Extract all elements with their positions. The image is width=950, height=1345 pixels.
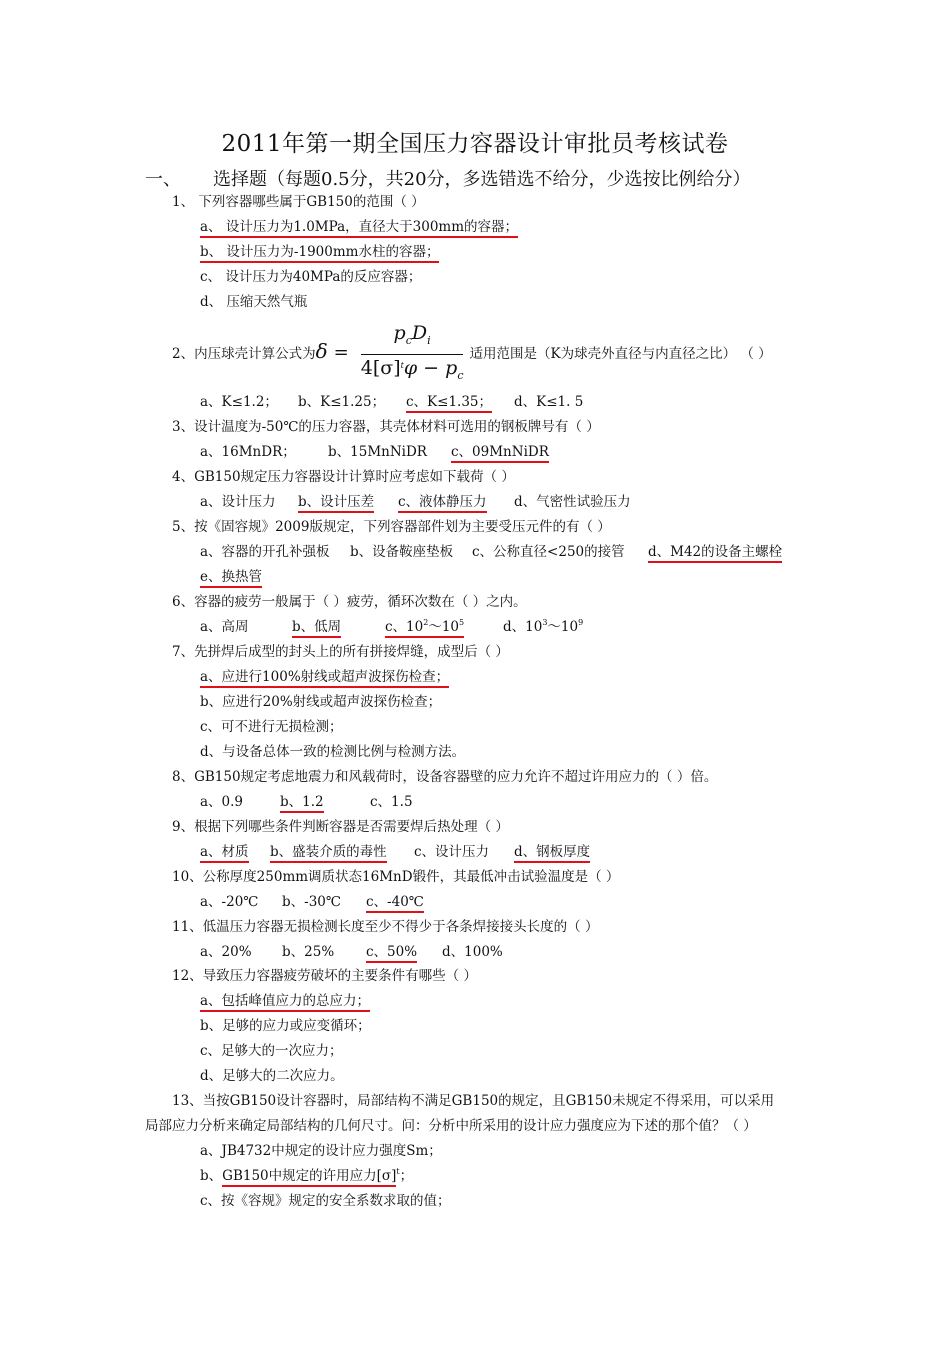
- answer-underline: c、09MnNiDR: [451, 444, 549, 463]
- q3-option-b: b、15MnNiDR: [328, 444, 427, 460]
- q1-option-b: [200, 243, 439, 261]
- answer-underline: a、包括峰值应力的总应力；: [200, 993, 370, 1012]
- exam-title: 2011年第一期全国压力容器设计审批员考核试卷: [221, 131, 729, 157]
- q13-option-a: a、JB4732中规定的设计应力强度Sm；: [200, 1143, 442, 1159]
- q7-option-a: [200, 668, 449, 686]
- answer-underline: b、盛装介质的毒性: [270, 844, 387, 863]
- answer-underline: c、液体静压力: [398, 494, 487, 513]
- formula-numerator: $p_cD_i$: [361, 322, 464, 355]
- q11-options: [200, 943, 503, 961]
- q12-option-c: c、足够大的一次应力；: [200, 1043, 343, 1059]
- q13-option-c: c、按《容规》规定的安全系数求取的值；: [200, 1193, 451, 1209]
- answer-underline: b、1.2: [280, 794, 324, 813]
- q2-option-b: b、K≤1.25；: [298, 394, 386, 410]
- q5-option-e: [200, 568, 262, 586]
- q7-option-d: d、与设备总体一致的检测比例与检测方法。: [200, 744, 466, 760]
- question-8: 8、GB150规定考虑地震力和风载荷时，设备容器壁的应力允许不超过许用应力的（ ）倍。: [172, 769, 718, 785]
- q11-option-b: b、25%: [282, 944, 335, 960]
- q12-option-a: [200, 992, 370, 1010]
- q13-option-b: b、GB150中规定的许用应力$[\sigma]^t$；: [200, 1167, 413, 1185]
- q3-option-a: a、16MnDR；: [200, 444, 296, 460]
- q8-option-c: c、1.5: [370, 794, 413, 810]
- q11-option-a: a、20%: [200, 944, 252, 960]
- answer-underline: GB150中规定的许用应力[σ]: [222, 1168, 396, 1187]
- q1-option-c: c、 设计压力为40MPa的反应容器；: [200, 269, 422, 285]
- q1-option-a: [200, 218, 518, 236]
- q2-option-d: d、K≤1. 5: [514, 394, 584, 410]
- question-10: 10、公称厚度250mm调质状态16MnD锻件，其最低冲击试验温度是（ ）: [172, 869, 620, 885]
- q4-option-a: a、设计压力: [200, 494, 276, 510]
- q2-stem-post: 适用范围是（K为球壳外直径与内直径之比） （ ）: [469, 345, 772, 362]
- question-12: 12、导致压力容器疲劳破坏的主要条件有哪些（ ）: [172, 968, 477, 984]
- answer-underline: b、设计压差: [298, 494, 374, 513]
- formula-fraction: [361, 322, 464, 387]
- answer-underline: d、M42的设备主螺栓: [648, 544, 782, 563]
- answer-underline: b、低周: [292, 619, 341, 638]
- q9-option-c: c、设计压力: [414, 844, 490, 860]
- q12-option-b: b、足够的应力或应变循环；: [200, 1018, 371, 1034]
- formula-denominator: $4[\sigma]^t\varphi - p_c$: [360, 356, 464, 382]
- q5-option-b: b、设备鞍座垫板: [350, 544, 454, 560]
- q6-options: [200, 618, 583, 636]
- q5-option-c: c、公称直径<250的接管: [472, 544, 625, 560]
- q8-options: [200, 793, 413, 811]
- question-5: 5、按《固容规》2009版规定，下列容器部件划为主要受压元件的有（ ）: [172, 519, 611, 535]
- q2-option-a: a、K≤1.2；: [200, 394, 278, 410]
- answer-underline: c、-40℃: [366, 894, 424, 913]
- question-1: 1、 下列容器哪些属于GB150的范围（ ）: [172, 194, 425, 210]
- answer-underline: a、应进行100%射线或超声波探伤检查；: [200, 669, 449, 688]
- q6-option-d: d、$10^3\sim 10^9$: [503, 618, 584, 635]
- section-text: 选择题（每题0.5分，共20分，多选错选不给分，少选按比例给分）: [213, 169, 751, 190]
- answer-underline: b、 设计压力为-1900mm水柱的容器；: [200, 244, 439, 263]
- q7-option-b: b、应进行20%射线或超声波探伤检查；: [200, 694, 442, 710]
- q7-option-c: c、可不进行无损检测；: [200, 719, 343, 735]
- q9-options: [200, 843, 590, 861]
- q4-options: [200, 493, 631, 511]
- q12-option-d: d、足够大的二次应力。: [200, 1068, 344, 1084]
- formula-equals: =: [333, 341, 349, 363]
- question-3: 3、设计温度为-50℃的压力容器，其壳体材料可选用的钢板牌号有（ ）: [172, 419, 600, 435]
- q2-stem-pre: 2、内压球壳计算公式为: [172, 345, 316, 362]
- q6-option-a: a、高周: [200, 619, 249, 635]
- answer-underline: c、$10^2\sim 10^5$: [385, 619, 464, 638]
- question-2: [172, 322, 772, 382]
- q10-options: [200, 893, 424, 911]
- answer-underline: a、材质: [200, 844, 249, 863]
- formula-delta: δ: [315, 338, 328, 363]
- section-number: 一、: [145, 169, 181, 190]
- question-13-cont: 局部应力分析来确定局部结构的几何尺寸。问：分析中所采用的设计应力强度应为下述的那个值？（ ）: [145, 1118, 757, 1134]
- question-7: 7、先拼焊后成型的封头上的所有拼接焊缝，成型后（ ）: [172, 644, 509, 660]
- answer-underline: d、钢板厚度: [514, 844, 590, 863]
- question-11: 11、低温压力容器无损检测长度至少不得少于各条焊接接头长度的（ ）: [172, 919, 599, 935]
- question-13: 13、当按GB150设计容器时，局部结构不满足GB150的规定，且GB150未规定不得采用，可以采用: [172, 1093, 775, 1109]
- answer-underline: c、K≤1.35；: [406, 394, 492, 413]
- q3-options: [200, 443, 549, 461]
- answer-underline: c、50%: [366, 944, 417, 963]
- q5-options: [200, 543, 782, 561]
- q10-option-a: a、-20℃: [200, 894, 259, 910]
- q10-option-b: b、-30℃: [282, 894, 341, 910]
- question-9: 9、根据下列哪些条件判断容器是否需要焊后热处理（ ）: [172, 819, 509, 835]
- q4-option-d: d、气密性试验压力: [514, 494, 631, 510]
- q5-option-a: a、容器的开孔补强板: [200, 544, 330, 560]
- q2-options: [200, 393, 583, 411]
- q8-option-a: a、0.9: [200, 794, 244, 810]
- answer-underline: a、 设计压力为1.0MPa，直径大于300mm的容器；: [200, 219, 518, 238]
- question-4: 4、GB150规定压力容器设计计算时应考虑如下载荷（ ）: [172, 469, 515, 485]
- q1-option-d: d、 压缩天然气瓶: [200, 294, 308, 310]
- section-heading: [145, 165, 751, 191]
- q11-option-d: d、100%: [442, 944, 503, 960]
- answer-underline: e、换热管: [200, 569, 262, 588]
- question-6: 6、容器的疲劳一般属于（ ）疲劳，循环次数在（ ）之内。: [172, 594, 527, 610]
